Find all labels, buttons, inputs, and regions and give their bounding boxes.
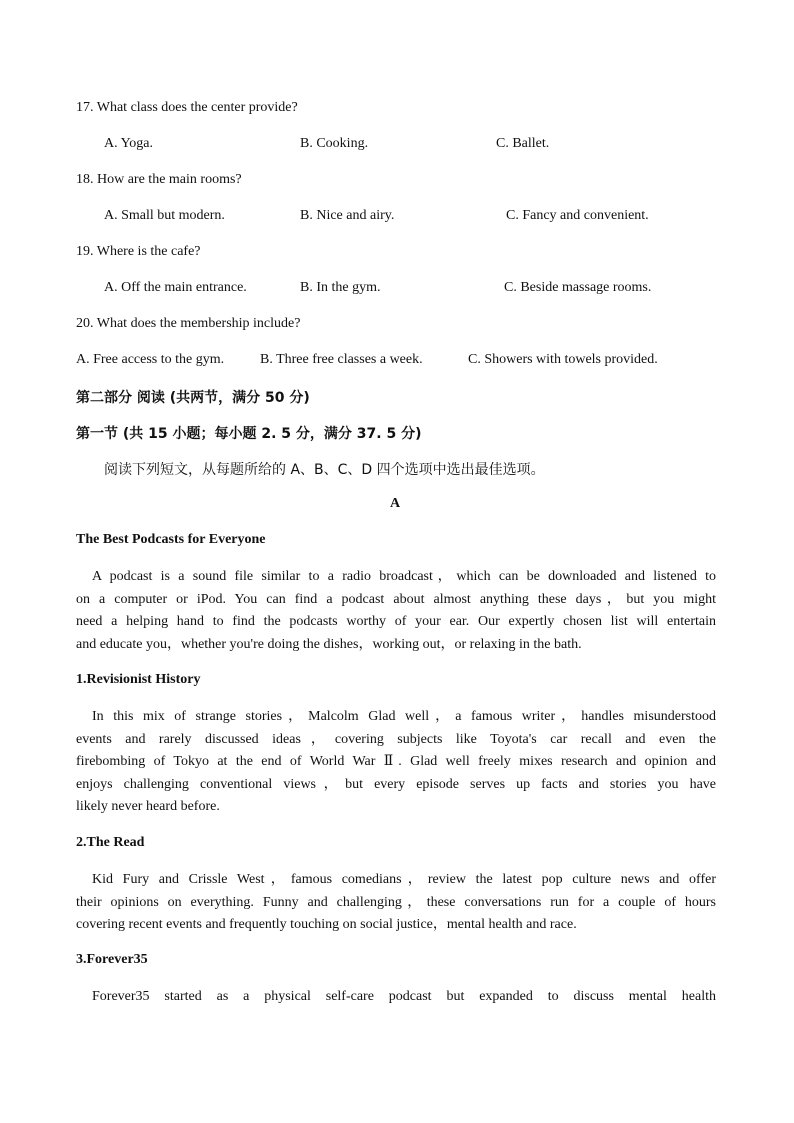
question-20: 20. What does the membership include? (76, 316, 301, 331)
q17-option-a: A. Yoga. (104, 136, 154, 151)
part2-heading: 第二部分 阅读 (共两节，满分 50 分) (76, 390, 310, 406)
intro-line: and educate you，whether you're doing the dishes，working out，or relaxing in the bath. (76, 636, 582, 652)
q18-option-c: C. Fancy and convenient. (506, 208, 649, 223)
item-2-line: covering recent events and frequently touching on social justice，mental health and race. (76, 917, 577, 932)
question-17: 17. What class does the center provide? (76, 100, 298, 115)
intro-line: need a helping hand to find the podcasts worthy of your ear. Our expertly chosen list will entertain (76, 614, 716, 629)
item-1-line: enjoys challenging conventional views，but every episode serves up facts and stories you have (76, 776, 716, 792)
section1-heading: 第一节 (共 15 小题；每小题 2. 5 分，满分 37. 5 分) (76, 426, 422, 442)
passage-letter: A (390, 496, 401, 511)
item-2-paragraph (76, 869, 716, 937)
intro-line: on a computer or iPod. You can find a podcast about almost anything these days，but you might (76, 591, 716, 607)
item-3-heading: 3.Forever35 (76, 952, 148, 967)
reading-instruction: 阅读下列短文，从每题所给的 A、B、C、D 四个选项中选出最佳选项。 (104, 462, 545, 478)
q18-option-b: B. Nice and airy. (300, 208, 395, 223)
q20-option-c: C. Showers with towels provided. (468, 352, 658, 367)
item-3-line: Forever35 started as a physical self-care podcast but expanded to discuss mental health (92, 989, 716, 1004)
passage-title: The Best Podcasts for Everyone (76, 532, 266, 547)
item-1-paragraph (76, 706, 716, 819)
q20-option-a: A. Free access to the gym. (76, 352, 225, 367)
item-1-line: events and rarely discussed ideas，covering subjects like Toyota's car recall and even the (76, 731, 716, 747)
item-1-line: In this mix of strange stories，Malcolm Glad well，a famous writer，handles misunderstood (92, 709, 716, 724)
intro-paragraph (76, 566, 716, 656)
item-1-heading: 1.Revisionist History (76, 672, 201, 687)
q17-option-b: B. Cooking. (300, 136, 369, 151)
intro-line: A podcast is a sound file similar to a radio broadcast，which can be downloaded and listened to (92, 569, 716, 584)
question-19: 19. Where is the cafe? (76, 244, 201, 259)
item-2-line: their opinions on everything. Funny and challenging，these conversations run for a couple of hours (76, 894, 716, 910)
item-1-line: firebombing of Tokyo at the end of World War Ⅱ. Glad well freely mixes research and opinion and (76, 754, 716, 769)
q19-option-c: C. Beside massage rooms. (504, 280, 652, 295)
item-3-paragraph (76, 986, 716, 1009)
question-18: 18. How are the main rooms? (76, 172, 242, 187)
q19-option-b: B. In the gym. (300, 280, 381, 295)
item-1-line: likely never heard before. (76, 799, 220, 814)
q20-option-b: B. Three free classes a week. (260, 352, 423, 367)
q17-option-c: C. Ballet. (496, 136, 550, 151)
q18-option-a: A. Small but modern. (104, 208, 225, 223)
item-2-line: Kid Fury and Crissle West，famous comedians，review the latest pop culture news and offer (92, 872, 716, 887)
q19-option-a: A. Off the main entrance. (104, 280, 247, 295)
item-2-heading: 2.The Read (76, 835, 145, 850)
